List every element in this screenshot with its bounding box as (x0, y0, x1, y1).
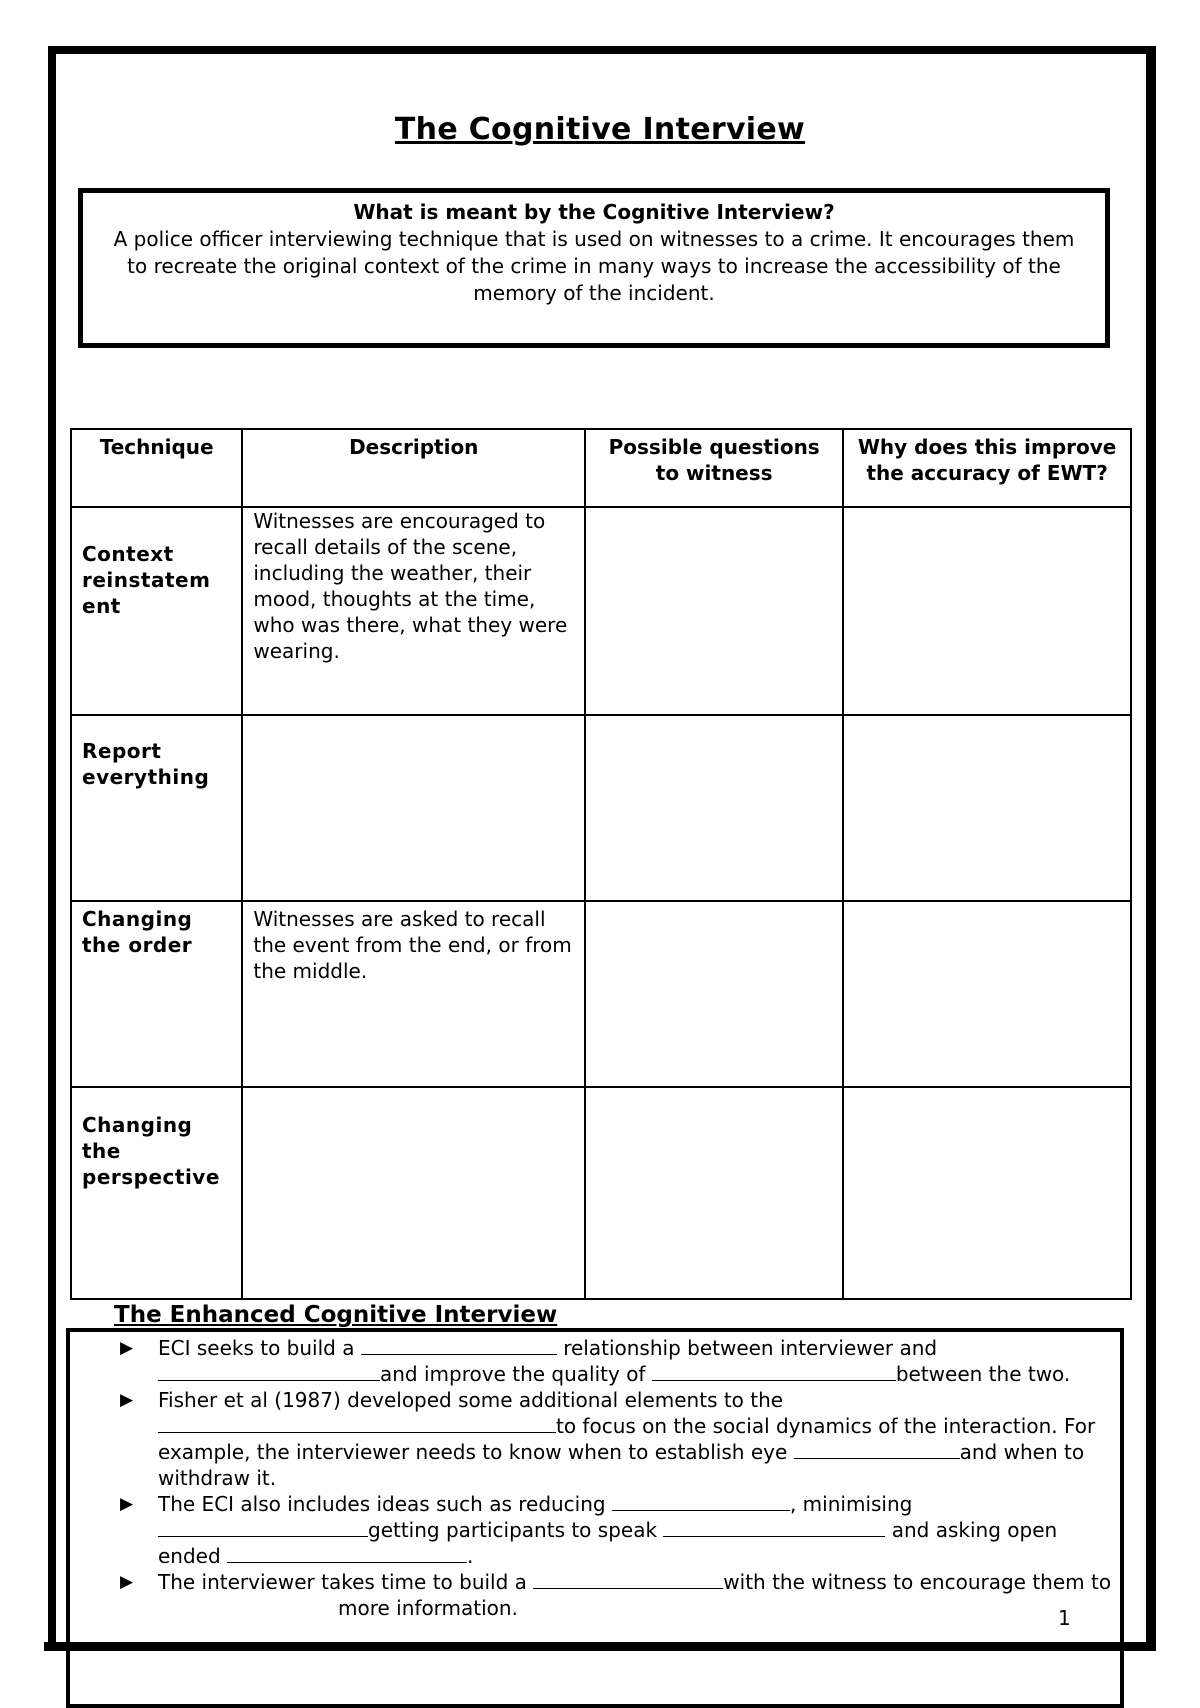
table-row (71, 507, 1131, 714)
page-frame-right (1146, 46, 1156, 1646)
page-frame-top (48, 46, 1152, 54)
fill-blank[interactable] (227, 1544, 467, 1563)
technique-cell: Changing the perspective (71, 1087, 242, 1299)
why-cell[interactable] (843, 715, 1131, 901)
description-cell[interactable] (242, 715, 585, 901)
fill-blank[interactable] (612, 1492, 790, 1511)
fill-blank[interactable] (663, 1518, 885, 1537)
questions-cell[interactable] (585, 901, 843, 1087)
eci-list (120, 1335, 1120, 1621)
technique-cell: Changing the order (71, 901, 242, 1087)
header-why: Why does this improve the accuracy of EWT? (843, 429, 1131, 507)
triangle-right-icon: ▶ (120, 1390, 134, 1410)
fill-blank[interactable] (533, 1570, 723, 1589)
why-cell[interactable] (843, 1087, 1131, 1299)
description-cell[interactable] (242, 1087, 585, 1299)
fill-blank[interactable] (794, 1440, 960, 1459)
fill-blank[interactable] (158, 1597, 338, 1615)
header-technique: Technique (71, 429, 242, 507)
fill-blank[interactable] (361, 1336, 557, 1355)
list-item: ▶ The ECI also includes ideas such as reducing , minimising getting participants to speak and asking open ended . (120, 1492, 1058, 1568)
definition-question: What is meant by the Cognitive Interview? (353, 200, 835, 224)
fill-blank[interactable] (652, 1362, 896, 1381)
definition-answer: A police officer interviewing technique that is used on witnesses to a crime. It encourages them to recreate the original context of the crime in many ways to increase the accessibility of the memory of the incident. (113, 227, 1075, 305)
header-questions: Possible questions to witness (585, 429, 843, 507)
description-cell: Witnesses are encouraged to recall details of the scene, including the weather, their mood, thoughts at the time, who was there, what they were wearing. (242, 507, 585, 714)
techniques-table (70, 428, 1132, 1300)
page-number: 1 (1058, 1606, 1071, 1630)
fill-blank[interactable] (158, 1414, 556, 1433)
list-item: ▶ The interviewer takes time to build a with the witness to encourage them to more information. (120, 1570, 1112, 1620)
questions-cell[interactable] (585, 715, 843, 901)
list-item: ▶ Fisher et al (1987) developed some additional elements to the to focus on the social dynamics of the interaction. For example, the interviewer needs to know when to establish eye and when to withdraw it. (120, 1388, 1096, 1490)
definition-box (78, 188, 1110, 348)
page-title: The Cognitive Interview (394, 112, 806, 147)
triangle-right-icon: ▶ (120, 1494, 134, 1514)
table-row (71, 1087, 1131, 1299)
fill-blank[interactable] (158, 1362, 380, 1381)
eci-title: The Enhanced Cognitive Interview (114, 1302, 558, 1328)
page-frame-left (48, 46, 56, 1646)
technique-cell: Report everything (71, 715, 242, 901)
technique-cell: Context reinstatem ent (71, 507, 242, 714)
triangle-right-icon: ▶ (120, 1572, 134, 1592)
table-header-row (71, 429, 1131, 507)
why-cell[interactable] (843, 507, 1131, 714)
table-row (71, 715, 1131, 901)
list-item: ▶ ECI seeks to build a relationship between interviewer and and improve the quality of between the two. (120, 1336, 1071, 1386)
why-cell[interactable] (843, 901, 1131, 1087)
questions-cell[interactable] (585, 507, 843, 714)
header-description: Description (242, 429, 585, 507)
questions-cell[interactable] (585, 1087, 843, 1299)
description-cell: Witnesses are asked to recall the event from the end, or from the middle. (242, 901, 585, 1087)
triangle-right-icon: ▶ (120, 1338, 134, 1358)
table-row (71, 901, 1131, 1087)
fill-blank[interactable] (158, 1518, 368, 1537)
